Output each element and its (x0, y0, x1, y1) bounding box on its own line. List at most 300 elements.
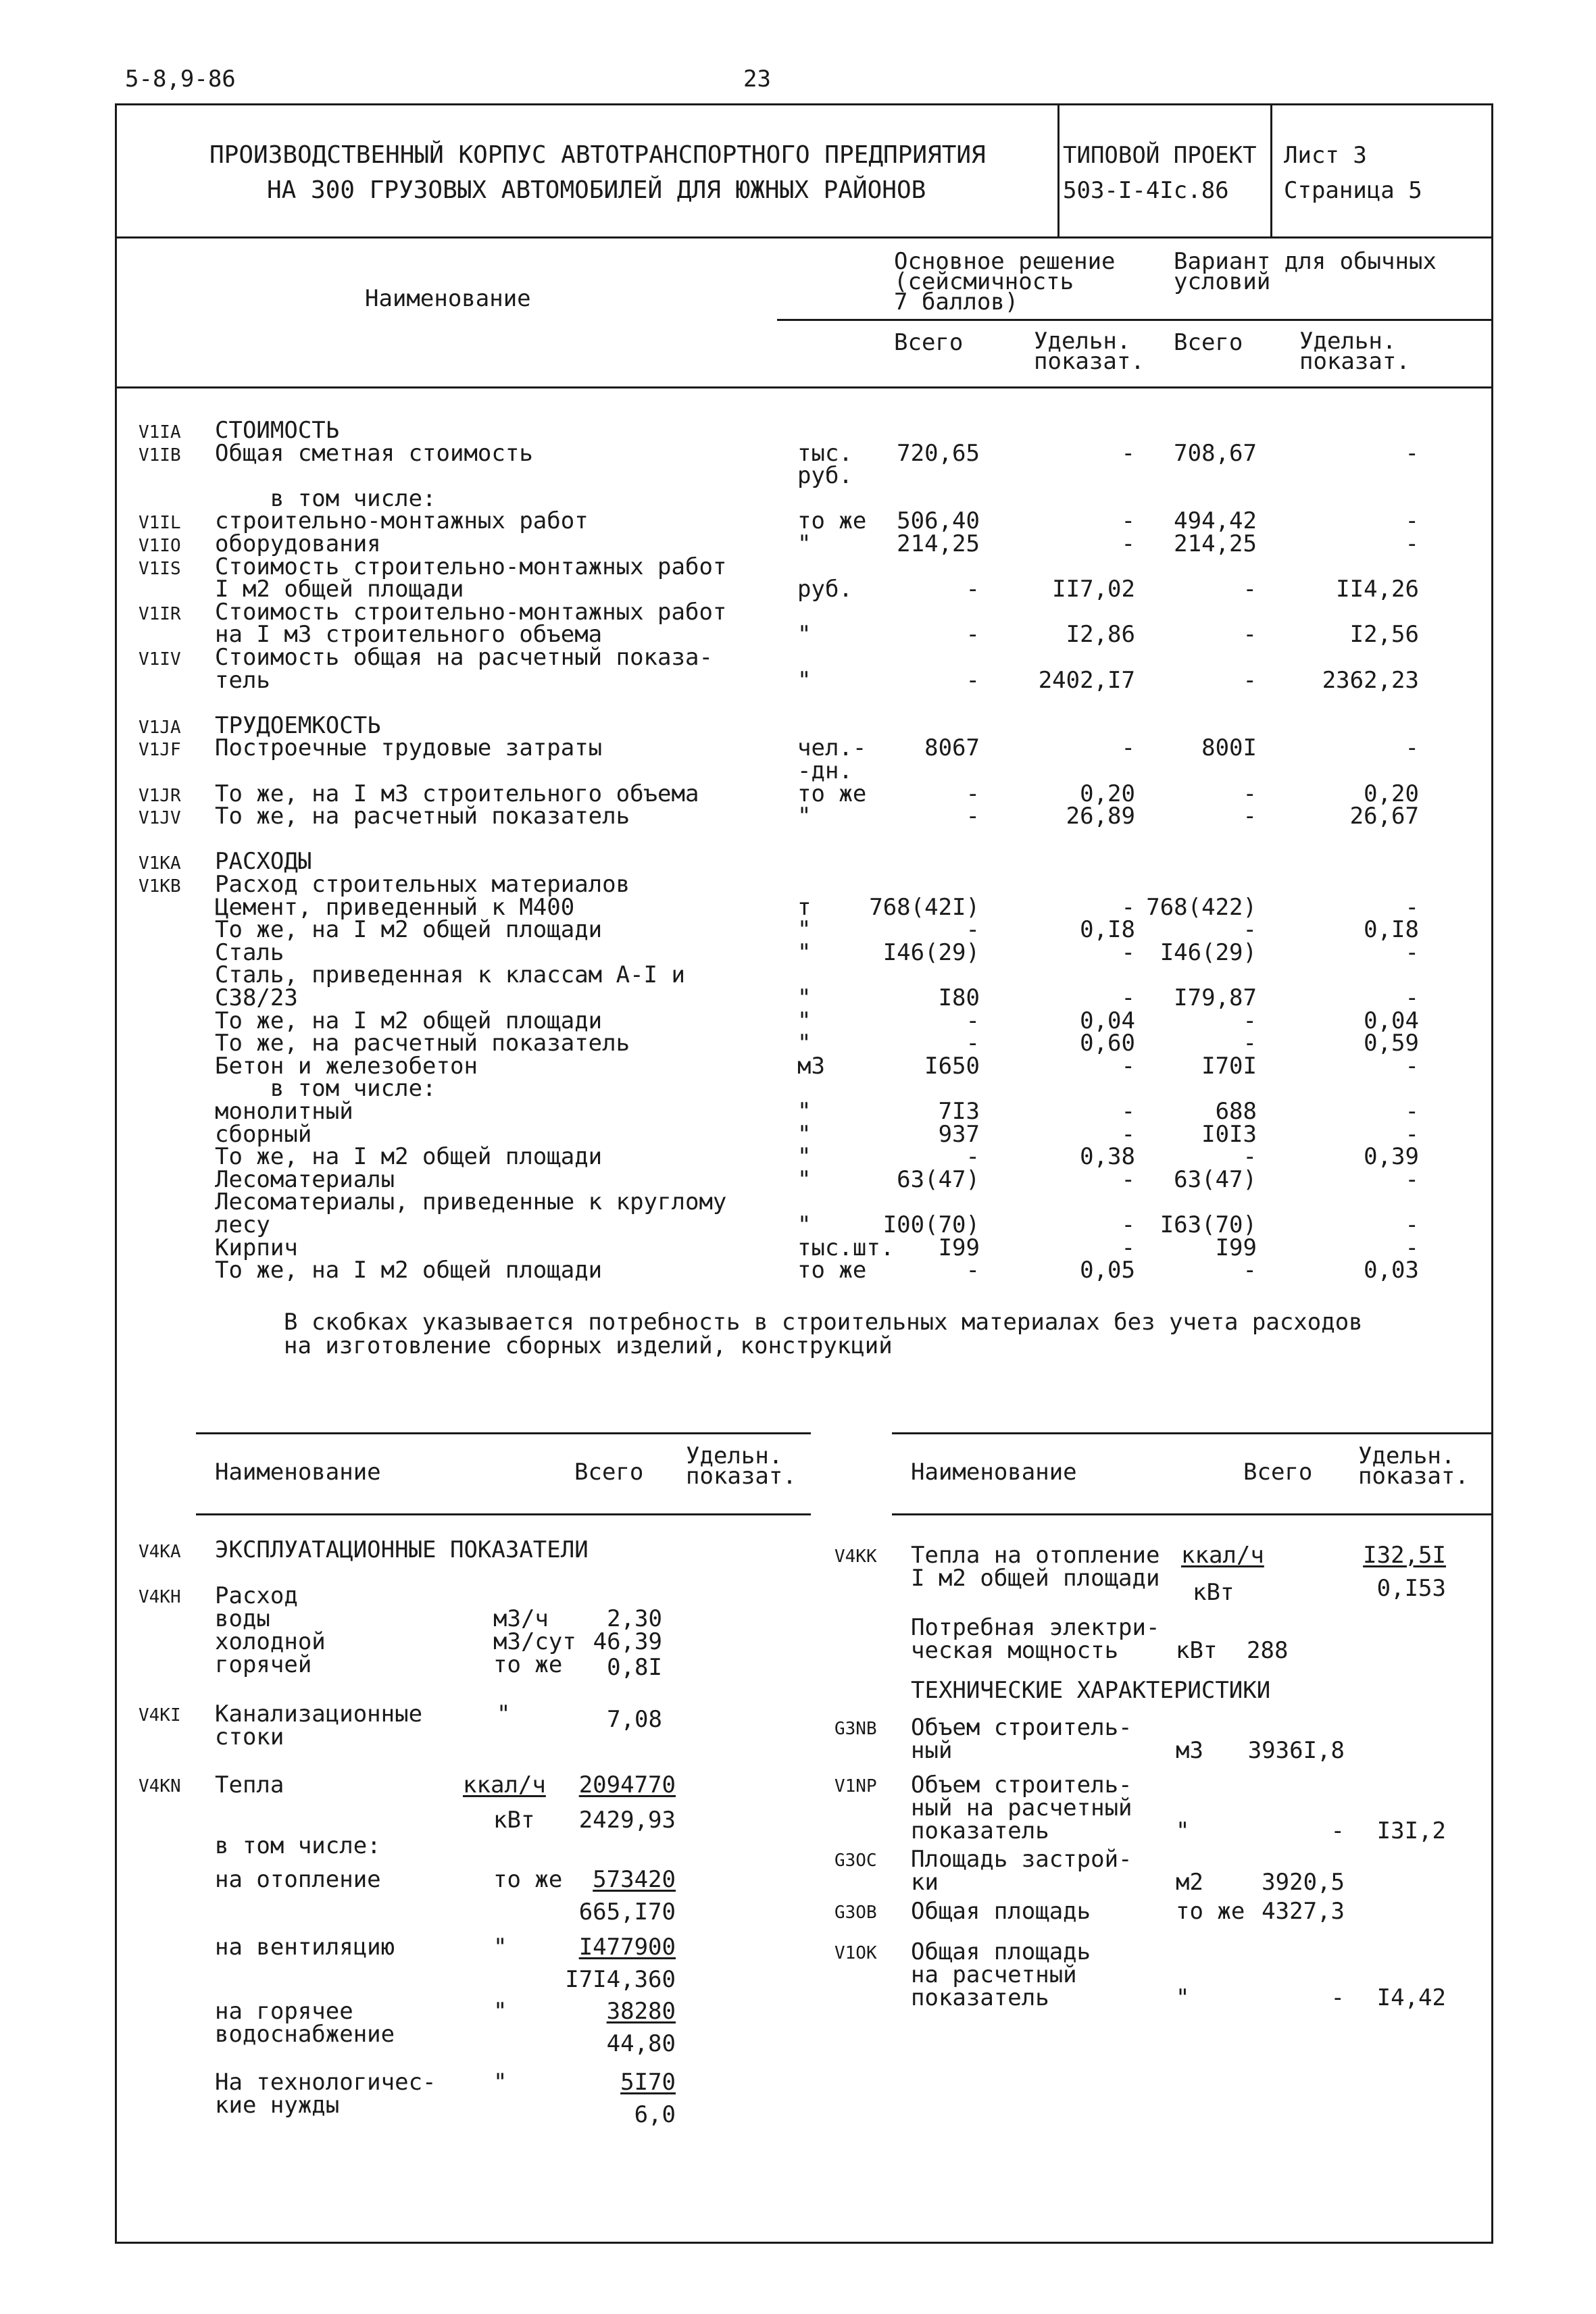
row-spec-2: - (1405, 1098, 1419, 1125)
project-number: 503-I-4Ic.86 (1063, 177, 1229, 204)
power-line: ческая мощность (911, 1637, 1119, 1664)
row-name: СТОИМОСТЬ (215, 417, 340, 444)
row-spec-1: 0,05 (1080, 1257, 1135, 1284)
row-spec-2: 0,20 (1364, 780, 1419, 807)
row-total-2: 214,25 (1174, 530, 1257, 557)
row-total-1: 8067 (924, 734, 980, 761)
unit: ккал/ч (1181, 1542, 1264, 1569)
row-unit: " (797, 916, 812, 943)
row-total-2: I63(70) (1159, 1211, 1257, 1238)
value: 38280 (606, 1998, 676, 2025)
value: I7I4,360 (565, 1966, 676, 1993)
item-label-1: На технологичес- (215, 2069, 437, 2096)
item-label-1: на вентиляцию (215, 1934, 395, 1961)
row-total-2: - (1243, 780, 1257, 807)
row-total-1: 937 (938, 1121, 980, 1148)
spec-1-line-1: Удельн. (1034, 328, 1131, 355)
row-spec-2: - (1405, 1053, 1419, 1080)
note-line-1: В скобках указывается потребность в строительных материалах без учета расходов (284, 1309, 1363, 1336)
row-total-1: - (966, 621, 980, 648)
row-code: V4KA (139, 1542, 181, 1562)
row-name: Лесоматериалы (215, 1166, 395, 1193)
row-total-1: - (966, 576, 980, 603)
tech-label-3: показатель (911, 1984, 1049, 2011)
spec-2-header (1299, 328, 1410, 375)
doc-code: 5-8,9-86 (125, 66, 236, 93)
value: I32,5I (1363, 1542, 1446, 1569)
unit: м3 (1176, 1737, 1203, 1764)
row-total-1: - (966, 1007, 980, 1034)
left-table-header-line (196, 1513, 811, 1515)
value: 4327,3 (1262, 1898, 1345, 1925)
row-total-1: 768(42I) (869, 894, 980, 921)
row-total-1: - (966, 780, 980, 807)
row-total-2: - (1243, 803, 1257, 830)
row-name: То же, на расчетный показатель (215, 803, 630, 830)
row-spec-2: 0,04 (1364, 1007, 1419, 1034)
including-label: в том числе: (215, 1832, 381, 1859)
header-mid-line (777, 319, 1493, 321)
variant-header (1174, 248, 1437, 295)
row-name: Построечные трудовые затраты (215, 734, 603, 761)
row-name: Лесоматериалы, приведенные к круглому (215, 1188, 727, 1215)
row-name: I м2 общей площади (215, 576, 464, 603)
main-solution-line-3: 7 баллов) (894, 288, 1019, 316)
row-unit: " (797, 530, 812, 557)
unit: м3/сут (493, 1628, 576, 1655)
water-line: Расход (215, 1582, 298, 1609)
row-spec-1: - (1121, 440, 1135, 467)
row-total-2: - (1243, 916, 1257, 943)
row-unit: " (797, 939, 812, 966)
row-total-1: I00(70) (882, 1211, 980, 1238)
row-unit: " (797, 1166, 812, 1193)
section-title: ЭКСПЛУАТАЦИОННЫЕ ПОКАЗАТЕЛИ (215, 1536, 589, 1563)
project-label: ТИПОВОЙ ПРОЕКТ (1063, 142, 1257, 169)
row-spec-2: 0,59 (1364, 1030, 1419, 1057)
row-spec-1: - (1121, 530, 1135, 557)
row-name: То же, на расчетный показатель (215, 1030, 630, 1057)
unit: то же (493, 1651, 563, 1678)
row-code: G3OC (834, 1851, 877, 1871)
unit: " (1176, 1817, 1190, 1844)
row-name: Кирпич (215, 1234, 298, 1261)
tech-label-1: Объем строитель- (911, 1714, 1132, 1741)
row-code: V1IL (139, 513, 181, 533)
left-col-total: Всего (574, 1459, 644, 1486)
row-name: РАСХОДЫ (215, 848, 312, 875)
value: 288 (1247, 1637, 1289, 1664)
row-name: То же, на I м2 общей площади (215, 1257, 603, 1284)
row-name: То же, на I м2 общей площади (215, 1007, 603, 1034)
row-name: строительно-монтажных работ (215, 507, 589, 534)
title-bottom-line (115, 236, 1493, 238)
row-total-2: 494,42 (1174, 507, 1257, 534)
title-divider-1 (1057, 103, 1059, 238)
row-total-1: - (966, 803, 980, 830)
row-spec-1: - (1121, 984, 1135, 1011)
row-spec-1: - (1121, 1053, 1135, 1080)
row-name: Бетон и железобетон (215, 1053, 478, 1080)
row-name: Общая сметная стоимость (215, 440, 533, 467)
row-name: Расход строительных материалов (215, 871, 630, 898)
row-total-2: - (1243, 576, 1257, 603)
row-code: V1KA (139, 853, 181, 874)
row-spec-2: - (1405, 1121, 1419, 1148)
unit: " (497, 1701, 511, 1728)
item-label-2: водоснабжение (215, 2021, 395, 2048)
value: 2094770 (578, 1771, 676, 1799)
tech-label-1: Общая площадь (911, 1938, 1091, 1965)
sewer-line: Канализационные (215, 1701, 423, 1728)
row-spec-1: - (1121, 1166, 1135, 1193)
row-code: V1IV (139, 649, 181, 670)
unit: " (493, 1934, 507, 1961)
value: 3920,5 (1262, 1869, 1345, 1896)
spec-2-line-2: показат. (1299, 348, 1410, 375)
value: 0,8I (607, 1654, 662, 1681)
sheet-number: Лист 3 (1284, 142, 1367, 169)
tech-label-1: Общая площадь (911, 1898, 1091, 1925)
row-code: V1JR (139, 786, 181, 806)
heat-spec-line: Тепла на отопление (911, 1542, 1160, 1569)
row-unit: " (797, 1121, 812, 1148)
item-label-1: на горячее (215, 1998, 353, 2025)
unit: то же (493, 1866, 563, 1893)
frame-top (115, 103, 1493, 105)
water-line: воды (215, 1605, 270, 1632)
row-unit: " (797, 1098, 812, 1125)
left-col-name: Наименование (215, 1459, 381, 1486)
row-spec-1: - (1121, 1234, 1135, 1261)
row-total-2: I79,87 (1174, 984, 1257, 1011)
row-name: Стоимость строительно-монтажных работ (215, 599, 727, 626)
row-code: V1JA (139, 718, 181, 738)
value: 573420 (593, 1866, 676, 1893)
row-total-1: - (966, 1257, 980, 1284)
row-spec-1: - (1121, 1211, 1135, 1238)
row-spec-1: I2,86 (1066, 621, 1135, 648)
row-code: V1IO (139, 536, 181, 556)
row-name: Сталь (215, 939, 284, 966)
row-spec-2: - (1405, 734, 1419, 761)
row-code: V4KN (139, 1776, 181, 1796)
row-code: G3NB (834, 1719, 877, 1739)
unit: кВт (493, 1807, 535, 1834)
row-unit: " (797, 621, 812, 648)
value: 665,I70 (578, 1898, 676, 1926)
value: 6,0 (634, 2101, 676, 2128)
row-spec-2: - (1405, 894, 1419, 921)
tech-label-2: на расчетный (911, 1961, 1077, 1988)
row-name: монолитный (215, 1098, 353, 1125)
main-solution-line-1: Основное решение (894, 248, 1116, 275)
row-total-1: I46(29) (882, 939, 980, 966)
water-line: горячей (215, 1651, 312, 1678)
row-spec-2: 2362,23 (1322, 667, 1419, 694)
frame-bottom (115, 2242, 1493, 2244)
row-code: G3OB (834, 1903, 877, 1923)
row-code: V4KI (139, 1705, 181, 1726)
row-total-1: - (966, 1030, 980, 1057)
row-spec-1: 26,89 (1066, 803, 1135, 830)
row-total-1: I99 (938, 1234, 980, 1261)
row-name: оборудования (215, 530, 381, 557)
unit: м2 (1176, 1869, 1203, 1896)
row-total-2: - (1243, 621, 1257, 648)
row-total-2: - (1243, 1007, 1257, 1034)
item-label-1: на отопление (215, 1866, 381, 1893)
row-unit: т (797, 894, 812, 921)
note-line-2: на изготовление сборных изделий, конструкций (284, 1332, 893, 1359)
tech-label-3: показатель (911, 1817, 1049, 1844)
power-label (911, 1616, 1159, 1662)
unit: " (493, 2069, 507, 2096)
row-unit: чел.- (797, 734, 867, 761)
row-spec-1: - (1121, 894, 1135, 921)
row-spec-1: - (1121, 1121, 1135, 1148)
heat-spec-line: I м2 общей площади (911, 1565, 1160, 1592)
row-total-1: 720,65 (897, 440, 980, 467)
heat-label: Тепла (215, 1771, 284, 1799)
row-total-2: I99 (1215, 1234, 1257, 1261)
spec-2-line-1: Удельн. (1299, 328, 1397, 355)
row-spec-1: - (1121, 507, 1135, 534)
row-total-2: 688 (1215, 1098, 1257, 1125)
value: 0,I53 (1376, 1575, 1446, 1602)
row-unit: " (797, 1007, 812, 1034)
row-code: V1JF (139, 740, 181, 760)
right-spec-line-2: показат. (1358, 1463, 1469, 1490)
row-name: тель (215, 667, 270, 694)
row-unit: руб. (797, 462, 853, 489)
title-divider-2 (1270, 103, 1272, 238)
row-name: в том числе: (215, 1075, 437, 1102)
left-spec-line-2: показат. (686, 1463, 797, 1490)
row-spec-2: 0,03 (1364, 1257, 1419, 1284)
unit: кВт (1176, 1637, 1218, 1664)
row-spec-1: 0,38 (1080, 1143, 1135, 1170)
row-spec-2: - (1405, 1211, 1419, 1238)
row-total-1: - (966, 1143, 980, 1170)
value: I4,42 (1376, 1984, 1446, 2011)
row-code: V4KK (834, 1546, 877, 1567)
tech-label-2: ный (911, 1737, 953, 1764)
right-col-name: Наименование (911, 1459, 1077, 1486)
row-total-1: 506,40 (897, 507, 980, 534)
row-unit: " (797, 1211, 812, 1238)
row-total-1: 214,25 (897, 530, 980, 557)
row-spec-2: I2,56 (1349, 621, 1419, 648)
frame-right (1491, 103, 1493, 2244)
value: 46,39 (593, 1628, 662, 1655)
right-col-total: Всего (1243, 1459, 1313, 1486)
row-name: лесу (215, 1211, 270, 1238)
value: I3I,2 (1376, 1817, 1446, 1844)
row-total-1: I80 (938, 984, 980, 1011)
row-unit: " (797, 803, 812, 830)
row-name: То же, на I м2 общей площади (215, 1143, 603, 1170)
frame-left (115, 103, 117, 2244)
row-total-2: - (1243, 1030, 1257, 1057)
value: - (1330, 1817, 1345, 1844)
value: - (1330, 1984, 1345, 2011)
row-unit: -дн. (797, 757, 853, 784)
row-spec-1: II7,02 (1052, 576, 1135, 603)
title-line-2: НА 300 ГРУЗОВЫХ АВТОМОБИЛЕЙ ДЛЯ ЮЖНЫХ РАЙОНОВ (267, 176, 926, 204)
unit: " (493, 1998, 507, 2025)
row-unit: " (797, 1030, 812, 1057)
power-line: Потребная электри- (911, 1614, 1160, 1641)
right-col-spec (1358, 1442, 1469, 1490)
row-name: на I м3 строительного объема (215, 621, 603, 648)
unit: " (1176, 1984, 1190, 2011)
section-title: ТЕХНИЧЕСКИЕ ХАРАКТЕРИСТИКИ (911, 1677, 1271, 1704)
value: I477900 (578, 1934, 676, 1961)
header-bottom-line (115, 386, 1493, 388)
right-table-top-line (892, 1432, 1493, 1434)
row-code: V1IS (139, 559, 181, 579)
unit: ккал/ч (463, 1771, 546, 1799)
value: 3936I,8 (1247, 1737, 1345, 1764)
row-total-2: - (1243, 667, 1257, 694)
item-label-2: кие нужды (215, 2092, 340, 2119)
tech-label-2: ки (911, 1869, 939, 1896)
right-spec-line-1: Удельн. (1358, 1442, 1455, 1469)
row-total-2: 768(422) (1146, 894, 1257, 921)
tech-label-1: Объем строитель- (911, 1771, 1132, 1799)
row-code: V1IB (139, 445, 181, 466)
spec-1-header (1034, 328, 1145, 375)
row-spec-1: - (1121, 939, 1135, 966)
value: 2429,93 (578, 1807, 676, 1834)
row-spec-2: - (1405, 984, 1419, 1011)
page-number: 23 (743, 66, 771, 93)
row-code: V1OK (834, 1943, 877, 1963)
row-code: V1JV (139, 808, 181, 828)
row-total-1: I650 (924, 1053, 980, 1080)
row-spec-2: - (1405, 507, 1419, 534)
row-unit: то же (797, 507, 867, 534)
row-spec-2: 0,I8 (1364, 916, 1419, 943)
row-spec-2: - (1405, 530, 1419, 557)
row-code: V1KB (139, 876, 181, 897)
water-label (215, 1584, 326, 1676)
row-name: Сталь, приведенная к классам А-I и (215, 961, 685, 988)
row-spec-2: - (1405, 1166, 1419, 1193)
row-total-2: I46(29) (1159, 939, 1257, 966)
row-total-2: - (1243, 1257, 1257, 1284)
row-spec-1: 2402,I7 (1038, 667, 1135, 694)
row-code: V1IA (139, 422, 181, 443)
unit: то же (1176, 1898, 1245, 1925)
row-total-1: 63(47) (897, 1166, 980, 1193)
left-table-top-line (196, 1432, 811, 1434)
value: 2,30 (607, 1605, 662, 1632)
row-total-1: 7I3 (938, 1098, 980, 1125)
row-unit: тыс. (797, 440, 853, 467)
row-name: Стоимость строительно-монтажных работ (215, 553, 727, 580)
row-name: Цемент, приведенный к М400 (215, 894, 575, 921)
left-spec-line-1: Удельн. (686, 1442, 783, 1469)
value: 5I70 (620, 2069, 676, 2096)
row-name: в том числе: (215, 485, 437, 512)
row-spec-1: - (1121, 734, 1135, 761)
water-line: холодной (215, 1628, 326, 1655)
row-unit: " (797, 984, 812, 1011)
row-total-2: 63(47) (1174, 1166, 1257, 1193)
row-unit: руб. (797, 576, 853, 603)
row-spec-2: 0,39 (1364, 1143, 1419, 1170)
row-total-2: 800I (1201, 734, 1257, 761)
row-spec-1: 0,20 (1080, 780, 1135, 807)
row-code: V1IR (139, 604, 181, 624)
row-total-1: - (966, 667, 980, 694)
value: 44,80 (606, 2030, 676, 2057)
unit: м3/ч (493, 1605, 549, 1632)
value: 7,08 (607, 1706, 662, 1733)
main-solution-header (894, 248, 1116, 316)
row-name: То же, на I м2 общей площади (215, 916, 603, 943)
spec-1-line-2: показат. (1034, 348, 1145, 375)
left-col-spec (686, 1442, 797, 1490)
row-total-2: I70I (1201, 1053, 1257, 1080)
row-spec-2: 26,67 (1349, 803, 1419, 830)
row-name: Стоимость общая на расчетный показа- (215, 644, 713, 671)
sewer-label (215, 1703, 422, 1749)
heat-spec-label (911, 1544, 1159, 1590)
right-table-header-line (892, 1513, 1493, 1515)
col-name-header: Наименование (365, 285, 531, 312)
total-1-header: Всего (894, 329, 964, 356)
unit: кВт (1193, 1579, 1235, 1606)
row-unit: то же (797, 780, 867, 807)
row-name: сборный (215, 1121, 312, 1148)
variant-line-2: условий (1174, 268, 1271, 295)
row-name: С38/23 (215, 984, 298, 1011)
row-name: То же, на I м3 строительного объема (215, 780, 699, 807)
row-unit: " (797, 1143, 812, 1170)
total-2-header: Всего (1174, 329, 1243, 356)
row-total-2: - (1243, 1143, 1257, 1170)
page-of-sheet: Страница 5 (1284, 177, 1422, 204)
title-line-1: ПРОИЗВОДСТВЕННЫЙ КОРПУС АВТОТРАНСПОРТНОГО ПРЕДПРИЯТИЯ (209, 141, 986, 169)
row-unit: тыс.шт. (797, 1234, 895, 1261)
row-spec-1: 0,04 (1080, 1007, 1135, 1034)
row-spec-1: 0,I8 (1080, 916, 1135, 943)
row-total-2: I0I3 (1201, 1121, 1257, 1148)
row-spec-2: - (1405, 939, 1419, 966)
row-unit: " (797, 667, 812, 694)
row-code: V1NP (834, 1776, 877, 1796)
row-total-1: - (966, 916, 980, 943)
row-unit: м3 (797, 1053, 825, 1080)
row-name: ТРУДОЕМКОСТЬ (215, 712, 381, 739)
row-spec-2: - (1405, 1234, 1419, 1261)
tech-label-2: ный на расчетный (911, 1794, 1132, 1821)
row-spec-2: II4,26 (1336, 576, 1419, 603)
row-spec-1: - (1121, 1098, 1135, 1125)
main-solution-line-2: (сейсмичность (894, 268, 1074, 295)
row-total-2: 708,67 (1174, 440, 1257, 467)
row-spec-2: - (1405, 440, 1419, 467)
row-unit: то же (797, 1257, 867, 1284)
sewer-line: стоки (215, 1724, 284, 1751)
row-code: V4KH (139, 1587, 181, 1607)
tech-label-1: Площадь застрой- (911, 1846, 1132, 1873)
row-spec-1: 0,60 (1080, 1030, 1135, 1057)
variant-line-1: Вариант для обычных (1174, 248, 1437, 275)
